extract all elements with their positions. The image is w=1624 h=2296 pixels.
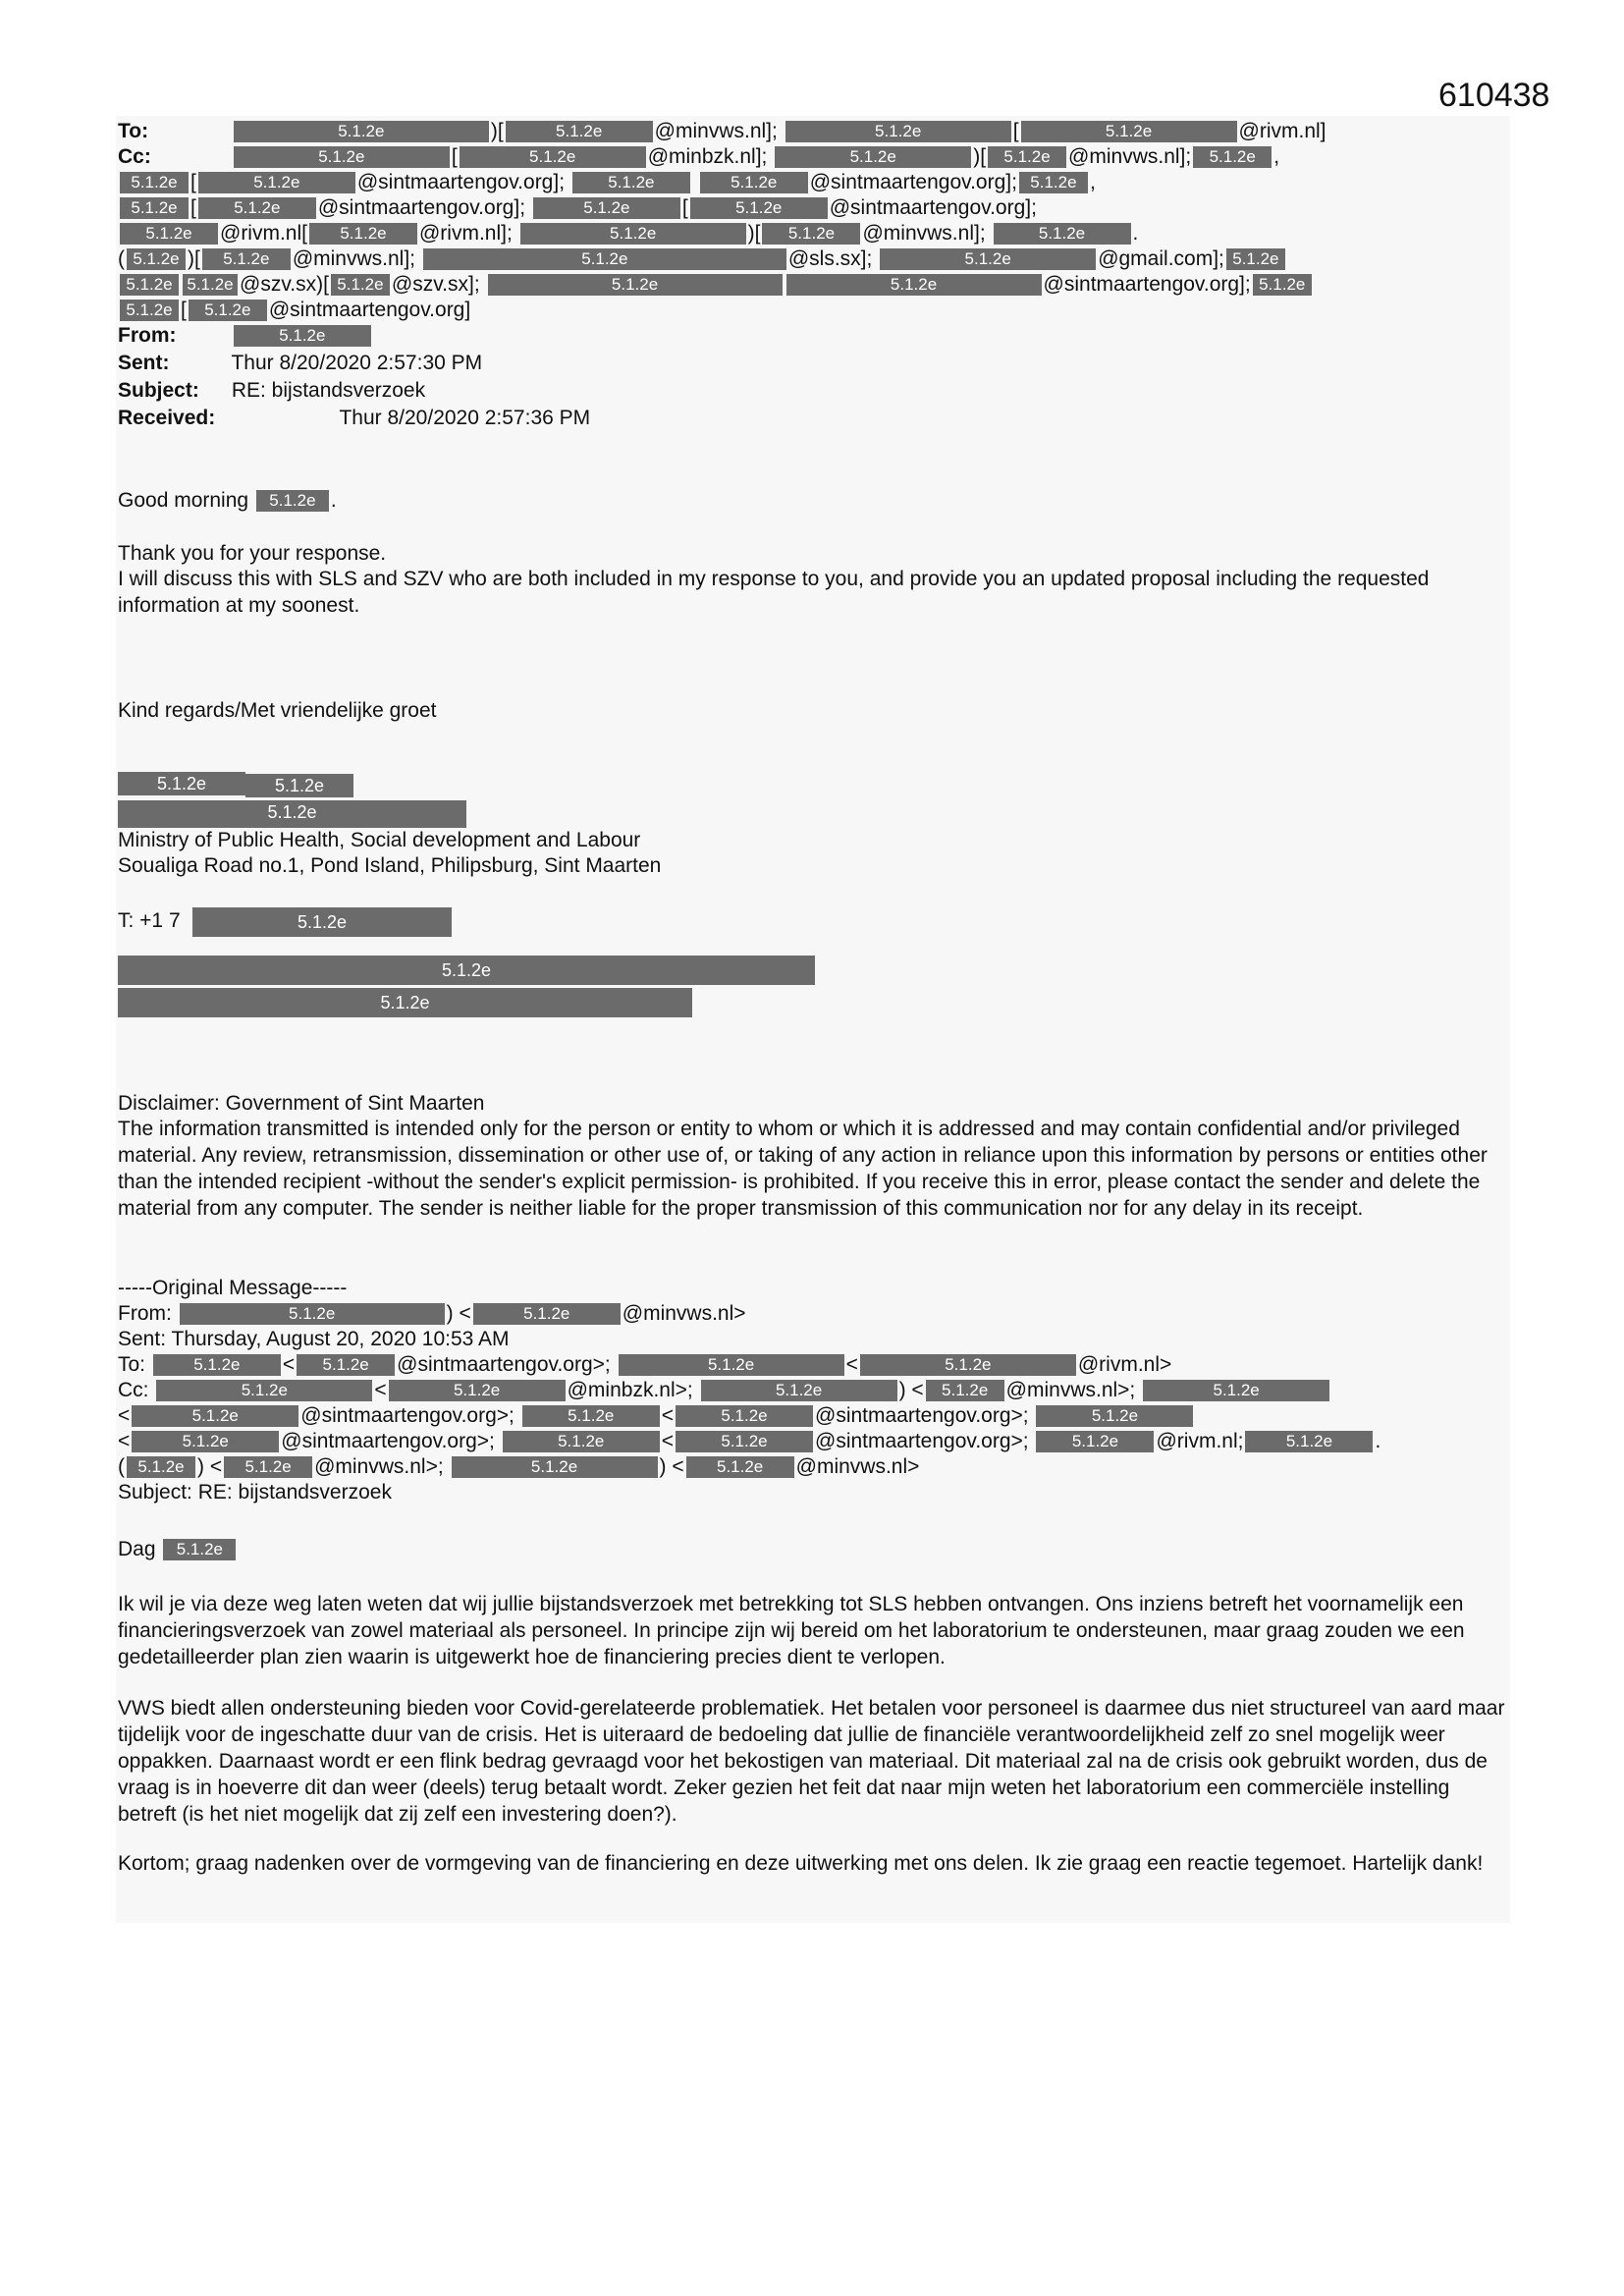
original-cc-line-4: ( 5.1.2e ) < 5.1.2e @minvws.nl>; 5.1.2e ) < 5.1.2e @minvws.nl> [118,1455,920,1478]
phone-prefix: T: +1 7 [118,909,181,932]
redaction: 5.1.2e [1019,172,1088,193]
redaction: 5.1.2e [988,146,1066,168]
email-domain: @rivm.nl; [1156,1430,1244,1452]
email-domain: @sintmaartengov.org]; [317,196,526,219]
body-p1: Thank you for your response. [118,542,387,565]
redaction: 5.1.2e [198,197,316,219]
redaction: 5.1.2e [234,121,489,142]
redaction: 5.1.2e [1143,1380,1329,1401]
email-domain: @rivm.nl[ [220,222,307,245]
redaction: 5.1.2e [506,121,653,142]
redaction: 5.1.2e [676,1405,813,1427]
original-cc-line-3: < 5.1.2e @sintmaartengov.org>; 5.1.2e < 5.1.2e @sintmaartengov.org>; 5.1.2e @rivm.nl; 5.1.2e . [118,1430,1381,1452]
sent-value: Thur 8/20/2020 2:57:30 PM [231,352,483,374]
redaction: 5.1.2e [572,172,690,193]
redaction: 5.1.2e [153,1354,281,1376]
redaction: 5.1.2e [1245,1431,1373,1452]
original-cc-line-2: < 5.1.2e @sintmaartengov.org>; 5.1.2e < 5.1.2e @sintmaartengov.org>; 5.1.2e [118,1402,1522,1429]
cc-line-3: 5.1.2e [ 5.1.2e @sintmaartengov.org]; 5.1.2e [ 5.1.2e @sintmaartengov.org]; [118,194,1522,221]
redaction: 5.1.2e [880,248,1096,270]
redaction: 5.1.2e [460,146,646,168]
original-greeting-line [118,1536,1522,1562]
cc-line-2: 5.1.2e [ 5.1.2e @sintmaartengov.org]; 5.1.2e 5.1.2e @sintmaartengov.org]; 5.1.2e , [118,169,1522,195]
to-label: To: [118,120,149,142]
cc-line-7: 5.1.2e [ 5.1.2e @sintmaartengov.org] [118,297,1522,323]
redaction: 5.1.2e [786,274,1042,296]
redaction: 5.1.2e [309,223,417,245]
subject-label: Subject: [118,379,199,402]
redaction: 5.1.2e [234,146,450,168]
to-line: To: 5.1.2e )[ 5.1.2e @minvws.nl]; 5.1.2e [ 5.1.2e @rivm.nl] [118,120,1326,142]
email-domain: @minvws.nl]; [292,247,415,270]
greeting: Good morning [118,489,249,512]
redaction: 5.1.2e [389,1380,566,1401]
redaction: 5.1.2e [192,907,452,937]
redaction: 5.1.2e [1226,248,1285,270]
email-domain: @szv.sx]; [391,273,480,296]
received-line [118,405,1522,431]
original-to-label: To: [118,1353,146,1376]
redaction: 5.1.2e [120,197,189,219]
redaction: 5.1.2e [762,223,860,245]
email-domain: @rivm.nl> [1077,1353,1172,1376]
redaction: 5.1.2e [120,172,189,193]
email-domain: @sintmaartengov.org>; [397,1353,611,1376]
redaction: 5.1.2e [256,490,329,512]
redaction: 5.1.2e [1036,1431,1154,1452]
redaction: 5.1.2e [994,223,1131,245]
redaction: 5.1.2e [297,1354,395,1376]
redaction: 5.1.2e [926,1380,1004,1401]
greeting-line: Good morning 5.1.2e . [118,489,337,512]
subject-line [118,377,1522,404]
email-domain: @minvws.nl]; [862,222,986,245]
redaction: 5.1.2e [331,274,390,296]
redaction: 5.1.2e [860,1354,1076,1376]
redaction: 5.1.2e [522,1405,660,1427]
redaction: 5.1.2e [690,197,828,219]
redaction: 5.1.2e [452,1456,658,1478]
redaction: 5.1.2e [1253,274,1312,296]
redaction: 5.1.2e [700,172,808,193]
document-number: 610438 [1438,77,1550,114]
disclaimer-title: Disclaimer: Government of Sint Maarten [118,1092,485,1115]
redaction: 5.1.2e [245,774,353,797]
email-domain: @rivm.nl]; [418,222,513,245]
redaction: 5.1.2e [676,1431,813,1452]
sent-line [118,350,1522,376]
email-domain: @minbzk.nl>; [567,1379,693,1401]
redaction: 5.1.2e [183,274,238,296]
email-domain: @sintmaartengov.org>; [300,1404,514,1427]
redaction: 5.1.2e [132,1431,279,1452]
received-label: Received: [118,407,216,429]
email-domain: @minvws.nl> [795,1455,920,1478]
cc-line-4: 5.1.2e @rivm.nl[ 5.1.2e @rivm.nl]; 5.1.2e )[ 5.1.2e @minvws.nl]; 5.1.2e . [118,220,1522,246]
ministry-line: Ministry of Public Health, Social development and Labour [118,829,641,851]
original-p1: Ik wil je via deze weg laten weten dat wij jullie bijstandsverzoek met betrekking tot SLS hebben ontvangen. Ons inziens betreft het voornamelijk een financieringsverzoek van zowel materiaal als personeel. In principe zijn wij bereid om het laboratorium te ondersteunen, maar graag zouden we een gedetailleerder plan zien waarin is uitgewerkt hoe de financiering precies dient te verlopen. [118,1593,1465,1668]
email-domain: @rivm.nl] [1238,120,1326,142]
redaction: 5.1.2e [473,1303,621,1325]
redaction: 5.1.2e [189,300,267,321]
redaction: 5.1.2e [120,274,179,296]
closing: Kind regards/Met vriendelijke groet [118,699,437,722]
redaction: 5.1.2e [127,1456,195,1478]
original-sent: Sent: Thursday, August 20, 2020 10:53 AM [118,1328,510,1350]
email-domain: @sintmaartengov.org>; [281,1430,495,1452]
redaction: 5.1.2e [156,1380,372,1401]
received-value: Thur 8/20/2020 2:57:36 PM [339,407,591,429]
redaction: 5.1.2e [1036,1405,1193,1427]
redaction: 5.1.2e [163,1539,236,1560]
redaction: 5.1.2e [224,1456,312,1478]
original-cc-label: Cc: [118,1379,149,1401]
redaction: 5.1.2e [686,1456,794,1478]
redaction: 5.1.2e [503,1431,660,1452]
redaction: 5.1.2e [118,772,245,795]
email-domain: @minvws.nl>; [1005,1379,1136,1401]
redaction: 5.1.2e [234,325,371,347]
original-to-line: To: 5.1.2e < 5.1.2e @sintmaartengov.org>; 5.1.2e < 5.1.2e @rivm.nl> [118,1353,1172,1376]
from-label: From: [118,324,177,347]
body-p2: I will discuss this with SLS and SZV who are both included in my response to you, and provide you an updated proposal including the requested information at my soonest. [118,568,1430,617]
email-domain: @sintmaartengov.org]; [829,196,1037,219]
redaction: 5.1.2e [118,956,815,985]
cc-line-5: ( 5.1.2e )[ 5.1.2e @minvws.nl]; 5.1.2e @sls.sx]; 5.1.2e @gmail.com]; 5.1.2e [118,246,1522,272]
redaction: 5.1.2e [619,1354,844,1376]
redaction: 5.1.2e [520,223,746,245]
redaction: 5.1.2e [118,800,466,828]
original-cc-line-1: Cc: 5.1.2e < 5.1.2e @minbzk.nl>; 5.1.2e ) < 5.1.2e @minvws.nl>; 5.1.2e [118,1377,1522,1403]
email-domain: @sintmaartengov.org] [268,299,471,321]
redaction: 5.1.2e [118,988,692,1017]
redaction: 5.1.2e [1193,146,1272,168]
email-domain: @minbzk.nl]; [647,145,768,168]
redaction: 5.1.2e [198,172,355,193]
original-p2: VWS biedt allen ondersteuning bieden voor Covid-gerelateerde problematiek. Het betalen voor personeel is daarmee dus niet structureel van aard maar tijdelijk voor de ingeschatte duur van de crisis. Het is uiteraard de bedoeling dat jullie de financiële verantwoordelijkheid zelf zo snel mogelijk weer oppakken. Daarnaast wordt er een flink bedrag gevraagd voor het bekostigen van materiaal. Dit materiaal zal na de crisis ook gebruikt worden, dus de vraag is in hoeverre dit dan weer (deels) terug betaalt wordt. Zeker gezien het feit dat naar mijn weten het laboratorium een commerciële instelling betreft (is het niet mogelijk dat zij zelf een investering doen?). [118,1697,1505,1826]
redaction: 5.1.2e [775,146,971,168]
original-subject: Subject: RE: bijstandsverzoek [118,1481,392,1503]
email-domain: @sls.sx]; [787,247,873,270]
email-domain: @gmail.com]; [1098,247,1224,270]
email-domain: @szv.sx)[ [240,273,329,296]
sent-label: Sent: [118,352,170,374]
original-p3: Kortom; graag nadenken over de vormgeving van de financiering en deze uitwerking met ons delen. Ik zie graag een reactie tegemoet. Hartelijk dank! [118,1852,1484,1875]
redaction: 5.1.2e [120,300,179,321]
email-domain: @sintmaartengov.org]; [809,171,1017,193]
email-domain: @minvws.nl]; [654,120,778,142]
cc-line-6 [118,271,1522,298]
redaction: 5.1.2e [132,1405,298,1427]
email-domain: @minvws.nl>; [314,1455,444,1478]
cc-line-1: Cc: 5.1.2e [ 5.1.2e @minbzk.nl]; 5.1.2e )[ 5.1.2e @minvws.nl]; 5.1.2e , [118,145,1280,168]
redaction: 5.1.2e [180,1303,445,1325]
redaction: 5.1.2e [701,1380,897,1401]
email-domain: @minvws.nl]; [1068,145,1192,168]
email-domain: @sintmaartengov.org>; [815,1430,1029,1452]
email-domain: @sintmaartengov.org>; [815,1404,1029,1427]
original-divider: -----Original Message----- [118,1277,348,1299]
disclaimer-text: The information transmitted is intended only for the person or entity to whom or which it is addressed and may contain confidential and/or privileged material. Any review, retransmission, dissemination or other use of, or taking of any action in reliance upon this information by persons or entities other than the intended recipient -without the sender's explicit permission- is prohibited. If you receive this in error, please contact the sender and delete the material from any computer. The sender is neither liable for the proper transmission of this communication nor for any delay in its receipt. [118,1118,1488,1220]
redaction: 5.1.2e [423,248,786,270]
from-line [118,322,1522,349]
original-from-line: From: 5.1.2e ) < 5.1.2e @minvws.nl> [118,1302,746,1325]
original-from-label: From: [118,1302,172,1325]
redaction: 5.1.2e [488,274,783,296]
cc-label: Cc: [118,145,151,168]
redaction: 5.1.2e [533,197,680,219]
subject-value: RE: bijstandsverzoek [231,379,426,402]
address-line: Soualiga Road no.1, Pond Island, Philipsburg, Sint Maarten [118,854,662,877]
redaction: 5.1.2e [785,121,1011,142]
email-domain: @sintmaartengov.org]; [356,171,566,193]
email-domain: @sintmaartengov.org]; [1043,273,1251,296]
redaction: 5.1.2e [120,223,218,245]
original-greeting: Dag [118,1538,156,1560]
redaction: 5.1.2e [202,248,291,270]
email-domain: @minvws.nl> [622,1302,746,1325]
redaction: 5.1.2e [1021,121,1237,142]
redaction: 5.1.2e [127,248,186,270]
